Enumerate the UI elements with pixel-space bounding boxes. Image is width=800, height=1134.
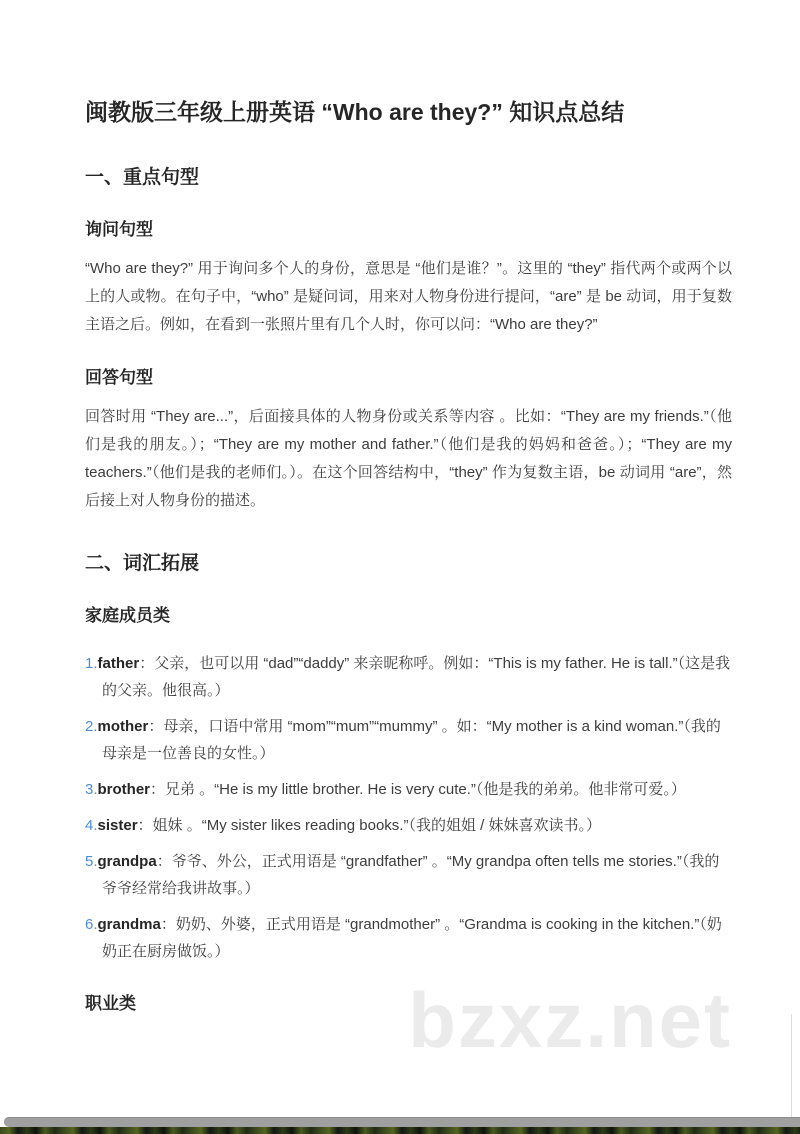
item-number: 2. [85,718,98,735]
vertical-scrollbar-track-edge [791,1014,792,1117]
item-text: ：姐妹 。“My sister likes reading books.”（我的姐姐 / 妹妹喜欢读书。） [137,817,601,834]
section-heading-vocabulary: 二、词汇拓展 [85,553,200,574]
item-number: 6. [85,916,98,933]
item-text: ：爷爷、外公，正式用语是 “grandfather” 。“My grandpa often tells me stories.”（我的爷爷经常给我讲故事。） [102,853,720,897]
subheading-asking-pattern: 询问句型 [85,220,153,239]
item-number: 4. [85,817,98,834]
background-grass-image-strip [0,1127,800,1134]
vocab-item-mother [85,713,732,767]
subheading-family-members: 家庭成员类 [85,606,170,625]
family-vocab-list [85,650,732,965]
section-heading-key-sentences: 一、重点句型 [85,167,200,188]
item-number: 1. [85,655,98,672]
horizontal-scrollbar-thumb[interactable] [4,1117,800,1127]
item-text: ：母亲，口语中常用 “mom”“mum”“mummy” 。如：“My mother is a kind woman.”（我的母亲是一位善良的女性。） [102,718,721,762]
item-term: grandpa [97,853,157,870]
subheading-answer-pattern: 回答句型 [85,368,153,387]
item-text: ：兄弟 。“He is my little brother. He is very cute.”（他是我的弟弟。他非常可爱。） [150,781,686,798]
item-term: sister [97,817,138,834]
item-term: father [97,655,140,672]
item-term: mother [97,718,149,735]
paragraph-answer-pattern: 回答时用 “They are...”，后面接具体的人物身份或关系等内容 。比如：“They are my friends.”（他们是我的朋友。）；“They are my mother and father.”（他们是我的妈妈和爸爸。）；“They are my teachers.”（他们是我的老师们。）。在这个回答结构中，“they” 作为复数主语，be 动词用 “are”，然后接上对人物身份的描述。 [85,408,732,509]
vocab-item-grandpa [85,848,732,902]
item-text: ：父亲，也可以用 “dad”“daddy” 来亲昵称呼。例如：“This is my father. He is tall.”（这是我的父亲。他很高。） [102,655,731,699]
item-number: 3. [85,781,98,798]
item-number: 5. [85,853,98,870]
item-term: brother [97,781,151,798]
item-term: grandma [97,916,161,933]
site-watermark: bzxz.net [408,976,732,1064]
vocab-item-grandma [85,911,732,965]
subheading-occupations: 职业类 [85,994,136,1013]
vocab-item-sister [85,812,732,839]
item-text: ：奶奶、外婆，正式用语是 “grandmother” 。“Grandma is cooking in the kitchen.”（奶奶正在厨房做饭。） [102,916,722,960]
paragraph-asking-pattern: “Who are they?” 用于询问多个人的身份，意思是 “他们是谁？”。这里的 “they” 指代两个或两个以上的人或物。在句子中，“who” 是疑问词，用来对人物身份进行提问，“are” 是 be 动词，用于复数主语之后。例如，在看到一张照片里有几个人时，你可以问：“Who are they?” [85,260,732,333]
vocab-item-father [85,650,732,704]
page-title: 闽教版三年级上册英语 “Who are they?” 知识点总结 [85,99,625,125]
vocab-item-brother [85,776,732,803]
